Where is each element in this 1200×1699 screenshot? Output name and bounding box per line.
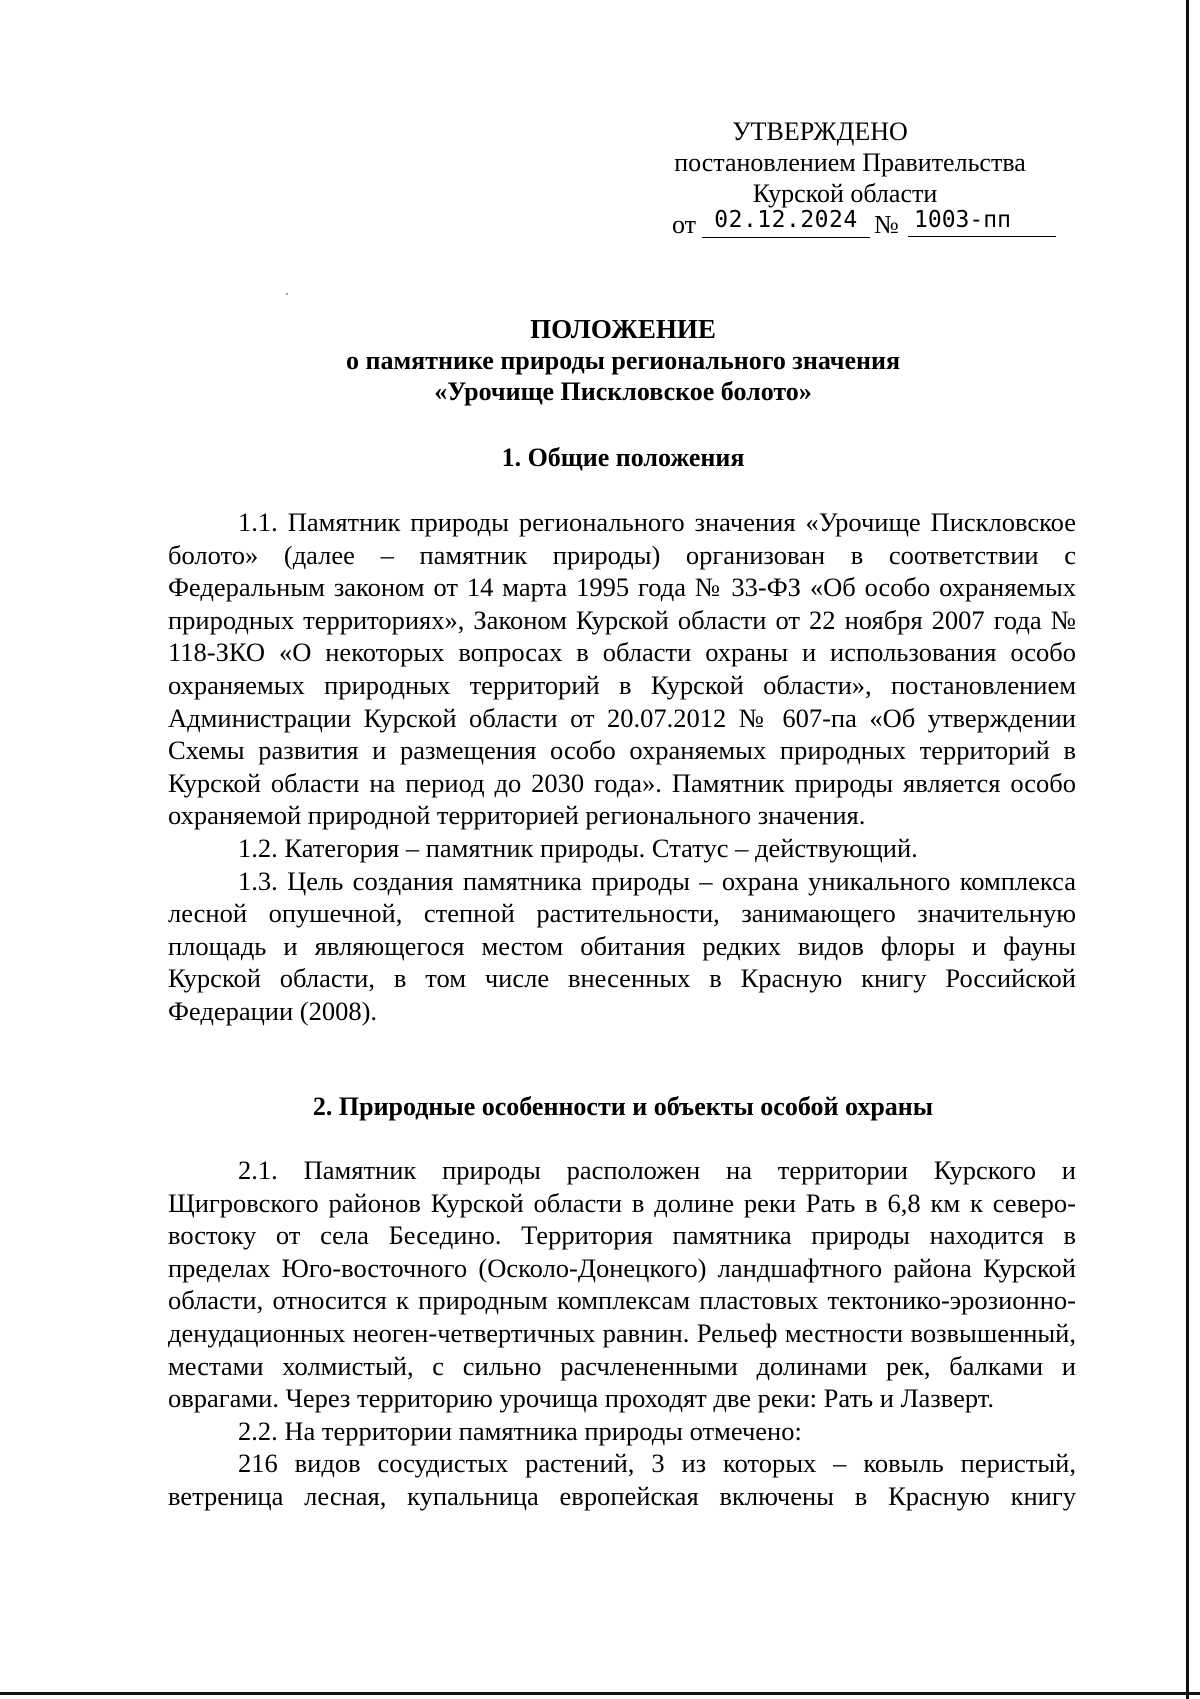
paragraph-1-2: 1.2. Категория – памятник природы. Статус – действующий. [238, 832, 918, 863]
section-2-body [168, 1154, 1076, 1513]
section-1-body [168, 506, 1076, 1028]
approval-block [640, 116, 1060, 243]
date-prefix: от [672, 210, 697, 239]
paragraph-2-2-species: 216 видов сосудистых растений, 3 из которых – ковыль перистый, ветреница лесная, купальница европейская включены в Красную книгу [168, 1448, 1076, 1511]
approval-date-number-line [640, 209, 1060, 243]
approval-number: 1003-пп [908, 205, 1056, 237]
approval-issuer: постановлением Правительства [674, 148, 1026, 177]
document-object-name: «Урочище Пискловское болото» [434, 377, 812, 406]
document-title: ПОЛОЖЕНИЕ [530, 314, 716, 344]
paragraph-2-1: 2.1. Памятник природы расположен на территории Курского и Щигровского районов Курской области в долине реки Рать в 6,8 км к северо-востоку от села Беседино. Территория памятника природы находится в пределах Юго-восточного (Осколо-Донецкого) ландшафтного района Курской области, относится к природным комплексам пластовых тектонико-эрозионно-денудационных неоген-четвертичных равнин. Рельеф местности возвышенный, местами холмистый, с сильно расчлененными долинами рек, балками и оврагами. Через территорию урочища проходят две реки: Рать и Лазверт. [168, 1155, 1076, 1414]
number-sign: № [874, 210, 899, 239]
approval-region: Курской области [752, 179, 938, 208]
paragraph-2-2: 2.2. На территории памятника природы отмечено: [238, 1415, 802, 1446]
scan-border-bottom [0, 1692, 1200, 1695]
section-2-heading: 2. Природные особенности и объекты особой охраны [312, 1092, 934, 1121]
scan-speck [286, 293, 288, 295]
scan-border-right [1186, 0, 1189, 1699]
document-title-block [168, 314, 1078, 407]
section-1-heading: 1. Общие положения [501, 443, 745, 472]
document-subtitle: о памятнике природы регионального значения [345, 346, 901, 375]
paragraph-1-3: 1.3. Цель создания памятника природы – охрана уникального комплекса лесной опушечной, степной растительности, занимающего значительную площадь и являющегося местом обитания редких видов флоры и фауны Курской области, в том числе внесенных в Красную книгу Российской Федерации (2008). [168, 865, 1076, 1026]
approval-heading: УТВЕРЖДЕНО [732, 117, 908, 146]
approval-date: 02.12.2024 [702, 205, 870, 238]
paragraph-1-1: 1.1. Памятник природы регионального значения «Урочище Пискловское болото» (далее – памятник природы) организован в соответствии с Федеральным законом от 14 марта 1995 года № 33-ФЗ «Об особо охраняемых природных территориях», Законом Курской области от 22 ноября 2007 года № 118-ЗКО «О некоторых вопросах в области охраны и использования особо охраняемых природных территорий в Курской области», постановлением Администрации Курской области от 20.07.2012 № 607-па «Об утверждении Схемы развития и размещения особо охраняемых природных территорий в Курской области на период до 2030 года». Памятник природы является особо охраняемой природной территорией регионального значения. [168, 507, 1076, 831]
